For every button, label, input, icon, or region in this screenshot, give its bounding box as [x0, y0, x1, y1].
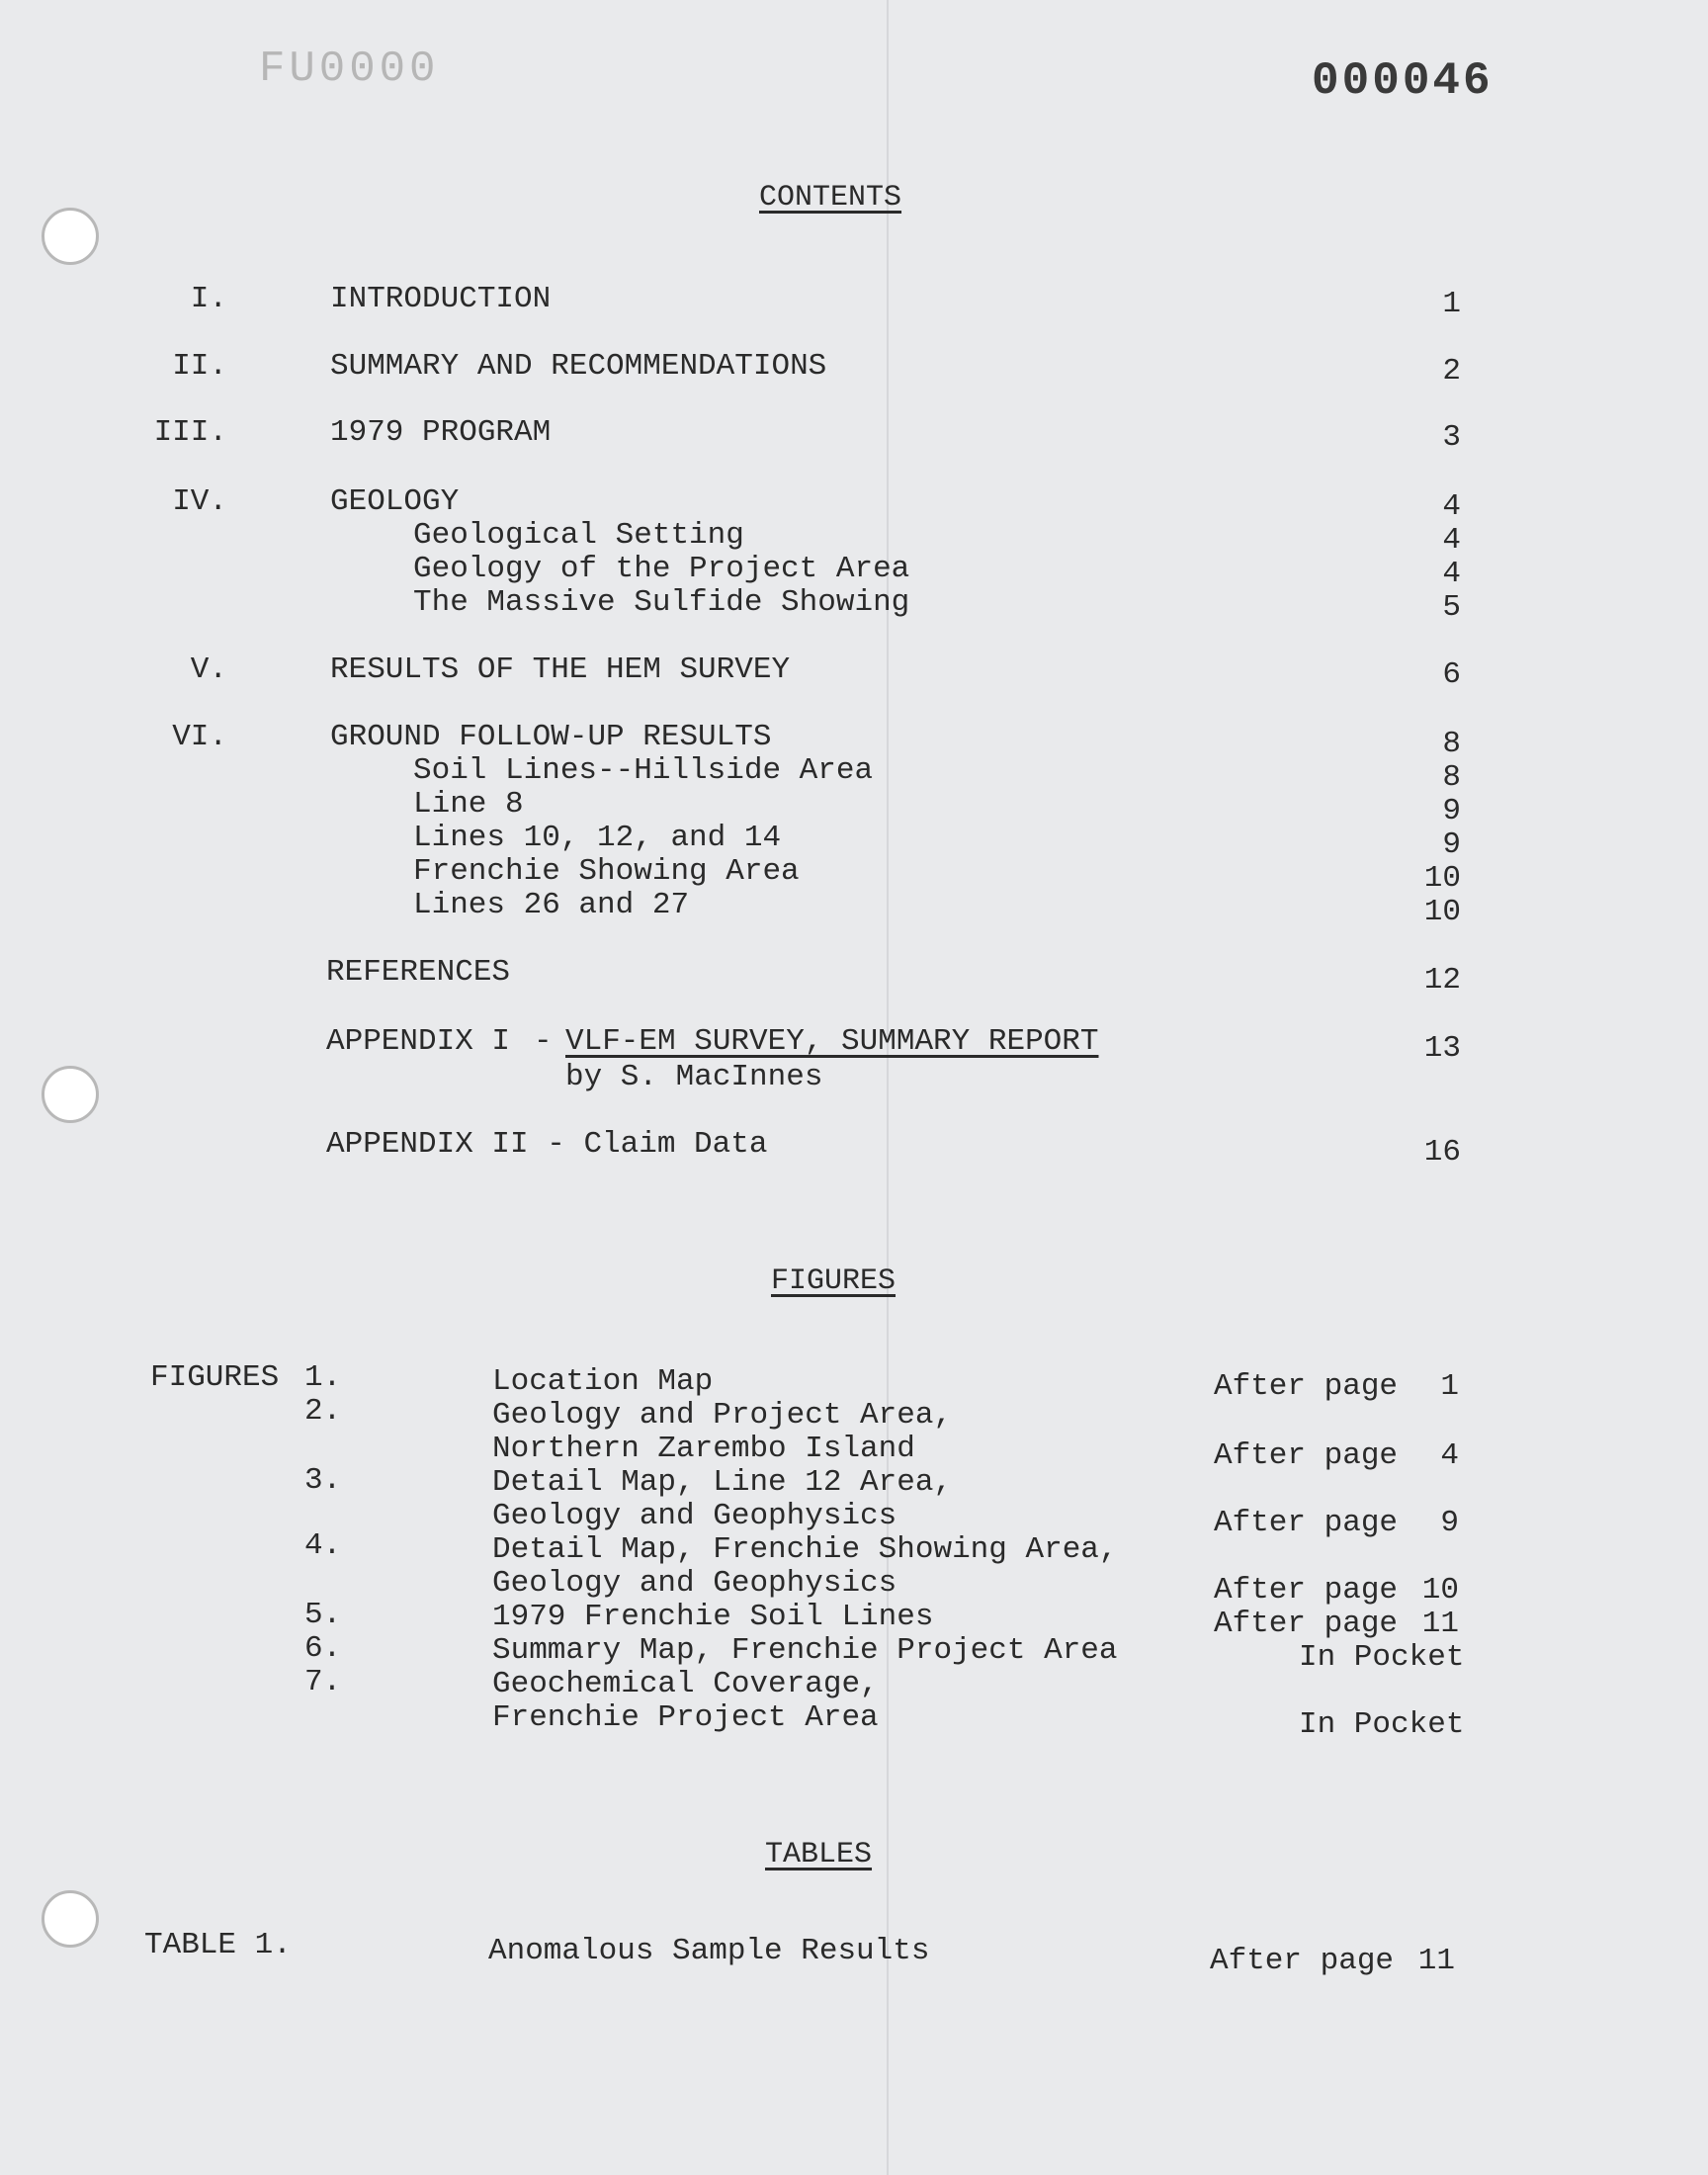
figure-number: 3.: [304, 1463, 342, 1498]
figure-number: 1.: [304, 1360, 342, 1395]
figure-title-line2: Geology and Geophysics: [492, 1499, 897, 1533]
figure-page: 4: [1440, 1438, 1459, 1473]
punch-hole: [42, 208, 99, 265]
punch-hole: [42, 1066, 99, 1123]
subsection-title: Frenchie Showing Area: [413, 854, 800, 889]
appendix-2-title: APPENDIX II - Claim Data: [326, 1127, 768, 1162]
section-page: 1: [1442, 287, 1461, 321]
appendix-1-title: VLF-EM SURVEY, SUMMARY REPORT: [565, 1024, 1099, 1059]
appendix-1-label: APPENDIX I: [326, 1024, 511, 1059]
figure-number: 7.: [304, 1665, 342, 1699]
section-title: INTRODUCTION: [330, 282, 552, 316]
table-page-label: After page: [1210, 1944, 1395, 1978]
subsection-page: 4: [1442, 523, 1461, 558]
section-numeral: III.: [153, 415, 227, 450]
figure-page-label: In Pocket: [1299, 1707, 1465, 1742]
figures-label: FIGURES: [150, 1360, 280, 1395]
table-label: TABLE 1.: [144, 1928, 292, 1962]
subsection-page: 5: [1442, 590, 1461, 625]
section-title: RESULTS OF THE HEM SURVEY: [330, 652, 791, 687]
section-numeral: IV.: [172, 484, 227, 519]
appendix-2-page: 16: [1423, 1135, 1461, 1170]
figure-page: 10: [1421, 1573, 1459, 1608]
figure-page: 1: [1440, 1369, 1459, 1404]
figure-number: 6.: [304, 1631, 342, 1666]
document-page-stamp: 000046: [1312, 55, 1494, 107]
section-numeral: VI.: [172, 720, 227, 754]
section-title: 1979 PROGRAM: [330, 415, 552, 450]
section-page: 8: [1442, 727, 1461, 761]
subsection-page: 9: [1442, 827, 1461, 862]
figure-title: 1979 Frenchie Soil Lines: [492, 1600, 934, 1634]
figure-page-label: After page: [1214, 1607, 1399, 1641]
subsection-title: The Massive Sulfide Showing: [413, 585, 910, 620]
figure-page: 9: [1440, 1506, 1459, 1540]
figure-title: Detail Map, Frenchie Showing Area,: [492, 1532, 1118, 1567]
figure-page: 11: [1421, 1607, 1459, 1641]
appendix-1-author: by S. MacInnes: [565, 1060, 823, 1094]
table-title: Anomalous Sample Results: [488, 1934, 930, 1968]
section-numeral: V.: [190, 652, 227, 687]
section-title: SUMMARY AND RECOMMENDATIONS: [330, 349, 827, 384]
contents-heading: CONTENTS: [759, 181, 902, 215]
appendix-1-page: 13: [1423, 1031, 1461, 1066]
figure-title-line2: Geology and Geophysics: [492, 1566, 897, 1601]
references-title: REFERENCES: [326, 955, 511, 990]
figure-page-label: After page: [1214, 1438, 1399, 1473]
figure-title: Geochemical Coverage,: [492, 1667, 879, 1701]
figure-number: 2.: [304, 1394, 342, 1429]
references-page: 12: [1423, 963, 1461, 998]
section-page: 2: [1442, 354, 1461, 389]
appendix-1-dash: -: [534, 1024, 553, 1059]
subsection-page: 10: [1423, 861, 1461, 896]
section-numeral: II.: [172, 349, 227, 384]
subsection-title: Lines 10, 12, and 14: [413, 821, 782, 855]
subsection-page: 4: [1442, 557, 1461, 591]
figure-title-line2: Frenchie Project Area: [492, 1700, 879, 1735]
section-title: GEOLOGY: [330, 484, 460, 519]
figures-heading: FIGURES: [771, 1264, 897, 1298]
subsection-title: Lines 26 and 27: [413, 888, 690, 922]
figure-page-label: After page: [1214, 1369, 1399, 1404]
figure-page-label: After page: [1214, 1573, 1399, 1608]
page-fold-line: [887, 0, 889, 2175]
figure-title: Summary Map, Frenchie Project Area: [492, 1633, 1118, 1668]
section-page: 4: [1442, 489, 1461, 524]
figure-number: 4.: [304, 1528, 342, 1563]
section-page: 3: [1442, 420, 1461, 455]
figure-title-line2: Northern Zarembo Island: [492, 1432, 915, 1466]
subsection-title: Line 8: [413, 787, 524, 822]
figure-page-label: In Pocket: [1299, 1640, 1465, 1675]
section-title: GROUND FOLLOW-UP RESULTS: [330, 720, 772, 754]
section-page: 6: [1442, 657, 1461, 692]
document-id-stamp-left: FU0000: [259, 44, 440, 94]
figure-title: Location Map: [492, 1364, 714, 1399]
subsection-title: Geological Setting: [413, 518, 744, 553]
figure-title: Geology and Project Area,: [492, 1398, 953, 1433]
subsection-page: 9: [1442, 794, 1461, 828]
punch-hole: [42, 1890, 99, 1948]
subsection-page: 8: [1442, 760, 1461, 795]
figure-page-label: After page: [1214, 1506, 1399, 1540]
subsection-title: Geology of the Project Area: [413, 552, 910, 586]
subsection-page: 10: [1423, 895, 1461, 929]
subsection-title: Soil Lines--Hillside Area: [413, 753, 874, 788]
table-page: 11: [1417, 1944, 1455, 1978]
figure-title: Detail Map, Line 12 Area,: [492, 1465, 953, 1500]
figure-number: 5.: [304, 1598, 342, 1632]
tables-heading: TABLES: [765, 1838, 873, 1871]
section-numeral: I.: [190, 282, 227, 316]
